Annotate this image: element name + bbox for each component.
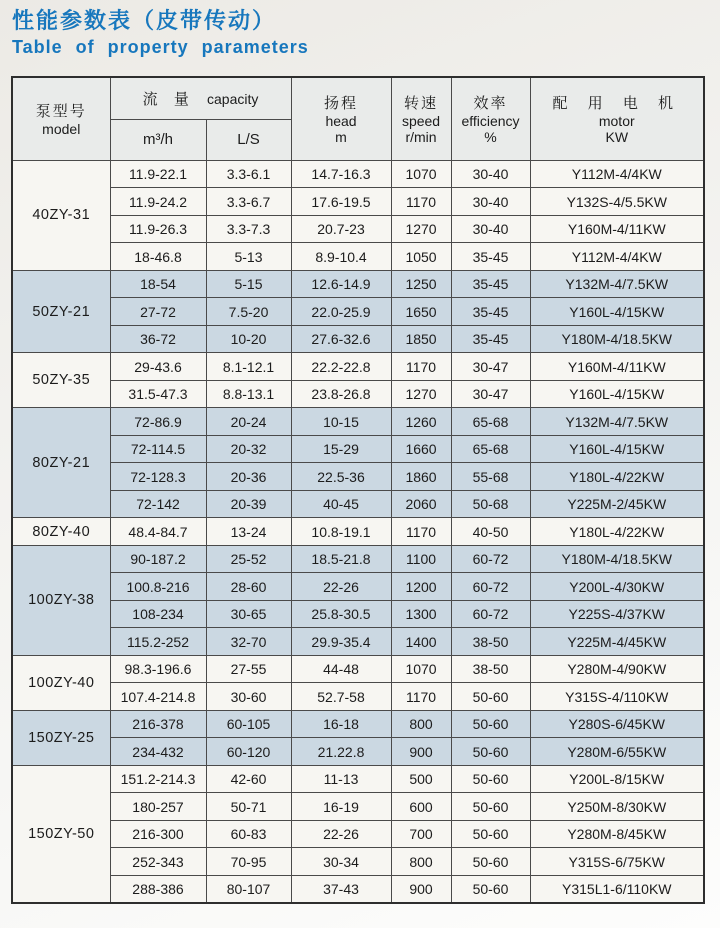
table-row <box>12 655 704 683</box>
head-cell: 11-13 <box>291 765 391 793</box>
capacity-m3h-cell: 11.9-22.1 <box>110 160 206 188</box>
motor-cell: Y225M-4/45KW <box>530 628 704 656</box>
efficiency-cell: 50-68 <box>451 490 530 518</box>
head-cell: 10.8-19.1 <box>291 518 391 546</box>
speed-cell: 1660 <box>391 435 451 463</box>
capacity-ls-cell: 28-60 <box>206 573 291 601</box>
efficiency-cell: 60-72 <box>451 600 530 628</box>
model-cell: 150ZY-25 <box>12 710 110 765</box>
motor-cell: Y180M-4/18.5KW <box>530 325 704 353</box>
capacity-ls-cell: 3.3-6.7 <box>206 188 291 216</box>
table-row <box>12 518 704 546</box>
table-row <box>12 463 704 491</box>
efficiency-cell: 50-60 <box>451 710 530 738</box>
efficiency-cell: 50-60 <box>451 820 530 848</box>
efficiency-cell: 55-68 <box>451 463 530 491</box>
capacity-m3h-cell: 11.9-24.2 <box>110 188 206 216</box>
capacity-m3h-cell: 108-234 <box>110 600 206 628</box>
col-header-motor-zh: 配 用 电 机 <box>552 95 682 113</box>
model-cell: 150ZY-50 <box>12 765 110 903</box>
motor-cell: Y280M-4/90KW <box>530 655 704 683</box>
capacity-ls-cell: 70-95 <box>206 848 291 876</box>
capacity-m3h-cell: 27-72 <box>110 298 206 326</box>
col-header-motor <box>530 77 704 161</box>
col-header-model-zh: 泵型号 <box>35 103 87 121</box>
motor-cell: Y132S-4/5.5KW <box>530 188 704 216</box>
speed-cell: 1270 <box>391 215 451 243</box>
capacity-ls-cell: 50-71 <box>206 793 291 821</box>
col-header-capacity-zh: 流 量 <box>142 90 195 108</box>
head-cell: 22.2-22.8 <box>291 353 391 381</box>
head-cell: 23.8-26.8 <box>291 380 391 408</box>
head-cell: 8.9-10.4 <box>291 243 391 271</box>
speed-cell: 1400 <box>391 628 451 656</box>
capacity-ls-cell: 5-15 <box>206 270 291 298</box>
speed-cell: 1650 <box>391 298 451 326</box>
model-cell: 50ZY-35 <box>12 353 110 408</box>
efficiency-cell: 50-60 <box>451 765 530 793</box>
efficiency-cell: 65-68 <box>451 408 530 436</box>
col-header-efficiency-unit: % <box>484 129 497 146</box>
capacity-m3h-cell: 100.8-216 <box>110 573 206 601</box>
efficiency-cell: 30-40 <box>451 160 530 188</box>
capacity-ls-cell: 80-107 <box>206 875 291 903</box>
model-cell: 80ZY-21 <box>12 408 110 518</box>
col-header-speed-unit: r/min <box>405 129 437 146</box>
col-header-capacity <box>110 77 291 120</box>
table-row <box>12 683 704 711</box>
capacity-m3h-cell: 180-257 <box>110 793 206 821</box>
motor-cell: Y160M-4/11KW <box>530 215 704 243</box>
efficiency-cell: 50-60 <box>451 738 530 766</box>
col-header-speed-zh: 转速 <box>404 95 439 113</box>
speed-cell: 1050 <box>391 243 451 271</box>
col-header-speed <box>391 77 451 161</box>
motor-cell: Y112M-4/4KW <box>530 243 704 271</box>
head-cell: 22.0-25.9 <box>291 298 391 326</box>
head-cell: 22-26 <box>291 820 391 848</box>
efficiency-cell: 35-45 <box>451 298 530 326</box>
motor-cell: Y250M-8/30KW <box>530 793 704 821</box>
capacity-ls-cell: 27-55 <box>206 655 291 683</box>
speed-cell: 900 <box>391 738 451 766</box>
capacity-m3h-cell: 288-386 <box>110 875 206 903</box>
efficiency-cell: 50-60 <box>451 875 530 903</box>
efficiency-cell: 50-60 <box>451 683 530 711</box>
capacity-ls-cell: 20-24 <box>206 408 291 436</box>
speed-cell: 1170 <box>391 353 451 381</box>
head-cell: 44-48 <box>291 655 391 683</box>
page-title-chinese: 性能参数表（皮带传动） <box>12 8 277 33</box>
head-cell: 52.7-58 <box>291 683 391 711</box>
col-header-motor-unit: KW <box>605 129 629 146</box>
head-cell: 16-18 <box>291 710 391 738</box>
motor-cell: Y200L-4/30KW <box>530 573 704 601</box>
capacity-m3h-cell: 72-114.5 <box>110 435 206 463</box>
capacity-m3h-cell: 107.4-214.8 <box>110 683 206 711</box>
capacity-ls-cell: 20-39 <box>206 490 291 518</box>
motor-cell: Y315S-6/75KW <box>530 848 704 876</box>
speed-cell: 500 <box>391 765 451 793</box>
col-header-model <box>12 77 110 161</box>
model-cell: 100ZY-38 <box>12 545 110 655</box>
table-row <box>12 600 704 628</box>
table-row <box>12 160 704 188</box>
capacity-m3h-cell: 90-187.2 <box>110 545 206 573</box>
capacity-m3h-cell: 29-43.6 <box>110 353 206 381</box>
capacity-ls-cell: 60-105 <box>206 710 291 738</box>
capacity-ls-cell: 30-65 <box>206 600 291 628</box>
speed-cell: 1300 <box>391 600 451 628</box>
head-cell: 21.22.8 <box>291 738 391 766</box>
table-row <box>12 435 704 463</box>
capacity-ls-cell: 20-32 <box>206 435 291 463</box>
capacity-ls-cell: 3.3-7.3 <box>206 215 291 243</box>
speed-cell: 1200 <box>391 573 451 601</box>
model-cell: 80ZY-40 <box>12 518 110 546</box>
table-header <box>12 77 704 161</box>
speed-cell: 1270 <box>391 380 451 408</box>
speed-cell: 600 <box>391 793 451 821</box>
efficiency-cell: 35-45 <box>451 325 530 353</box>
title-block <box>0 0 720 60</box>
col-header-capacity-ls: L/S <box>206 119 291 160</box>
col-header-efficiency-en: efficiency <box>461 113 520 130</box>
efficiency-cell: 35-45 <box>451 270 530 298</box>
efficiency-cell: 38-50 <box>451 628 530 656</box>
speed-cell: 800 <box>391 848 451 876</box>
head-cell: 14.7-16.3 <box>291 160 391 188</box>
capacity-m3h-cell: 216-378 <box>110 710 206 738</box>
efficiency-cell: 50-60 <box>451 848 530 876</box>
efficiency-cell: 30-40 <box>451 215 530 243</box>
capacity-ls-cell: 32-70 <box>206 628 291 656</box>
head-cell: 27.6-32.6 <box>291 325 391 353</box>
col-header-capacity-en: capacity <box>207 90 259 107</box>
speed-cell: 1260 <box>391 408 451 436</box>
motor-cell: Y180L-4/22KW <box>530 518 704 546</box>
table-body <box>12 160 704 903</box>
table-row <box>12 490 704 518</box>
efficiency-cell: 60-72 <box>451 573 530 601</box>
head-cell: 40-45 <box>291 490 391 518</box>
capacity-m3h-cell: 115.2-252 <box>110 628 206 656</box>
head-cell: 10-15 <box>291 408 391 436</box>
col-header-capacity-m3h: m³/h <box>110 119 206 160</box>
speed-cell: 800 <box>391 710 451 738</box>
col-header-speed-en: speed <box>401 113 441 130</box>
efficiency-cell: 30-47 <box>451 380 530 408</box>
capacity-m3h-cell: 72-142 <box>110 490 206 518</box>
speed-cell: 1860 <box>391 463 451 491</box>
capacity-m3h-cell: 216-300 <box>110 820 206 848</box>
col-header-head <box>291 77 391 161</box>
head-cell: 30-34 <box>291 848 391 876</box>
head-cell: 22.5-36 <box>291 463 391 491</box>
table-row <box>12 738 704 766</box>
table-row <box>12 710 704 738</box>
table-row <box>12 353 704 381</box>
head-cell: 20.7-23 <box>291 215 391 243</box>
col-header-efficiency-zh: 效率 <box>473 95 508 113</box>
head-cell: 17.6-19.5 <box>291 188 391 216</box>
motor-cell: Y160L-4/15KW <box>530 435 704 463</box>
capacity-m3h-cell: 31.5-47.3 <box>110 380 206 408</box>
model-cell: 100ZY-40 <box>12 655 110 710</box>
capacity-m3h-cell: 36-72 <box>110 325 206 353</box>
table-row <box>12 820 704 848</box>
motor-cell: Y200L-8/15KW <box>530 765 704 793</box>
speed-cell: 1250 <box>391 270 451 298</box>
motor-cell: Y132M-4/7.5KW <box>530 270 704 298</box>
efficiency-cell: 35-45 <box>451 243 530 271</box>
speed-cell: 1170 <box>391 188 451 216</box>
capacity-ls-cell: 8.8-13.1 <box>206 380 291 408</box>
motor-cell: Y132M-4/7.5KW <box>530 408 704 436</box>
efficiency-cell: 30-40 <box>451 188 530 216</box>
head-cell: 22-26 <box>291 573 391 601</box>
efficiency-cell: 38-50 <box>451 655 530 683</box>
col-header-efficiency <box>451 77 530 161</box>
capacity-ls-cell: 25-52 <box>206 545 291 573</box>
table-row <box>12 188 704 216</box>
head-cell: 12.6-14.9 <box>291 270 391 298</box>
efficiency-cell: 40-50 <box>451 518 530 546</box>
speed-cell: 2060 <box>391 490 451 518</box>
col-header-model-en: model <box>42 121 81 138</box>
col-header-motor-en: motor <box>598 113 635 130</box>
capacity-ls-cell: 60-83 <box>206 820 291 848</box>
motor-cell: Y160L-4/15KW <box>530 298 704 326</box>
model-cell: 40ZY-31 <box>12 160 110 270</box>
page-title-english: Table of property parameters <box>12 37 309 58</box>
capacity-m3h-cell: 151.2-214.3 <box>110 765 206 793</box>
capacity-ls-cell: 7.5-20 <box>206 298 291 326</box>
head-cell: 29.9-35.4 <box>291 628 391 656</box>
head-cell: 25.8-30.5 <box>291 600 391 628</box>
table-row <box>12 325 704 353</box>
table-row <box>12 848 704 876</box>
capacity-m3h-cell: 72-128.3 <box>110 463 206 491</box>
speed-cell: 700 <box>391 820 451 848</box>
table-row <box>12 298 704 326</box>
motor-cell: Y112M-4/4KW <box>530 160 704 188</box>
table-row <box>12 628 704 656</box>
capacity-ls-cell: 42-60 <box>206 765 291 793</box>
motor-cell: Y160L-4/15KW <box>530 380 704 408</box>
motor-cell: Y180M-4/18.5KW <box>530 545 704 573</box>
speed-cell: 1070 <box>391 160 451 188</box>
speed-cell: 1070 <box>391 655 451 683</box>
speed-cell: 1100 <box>391 545 451 573</box>
table-row <box>12 243 704 271</box>
capacity-m3h-cell: 11.9-26.3 <box>110 215 206 243</box>
motor-cell: Y280S-6/45KW <box>530 710 704 738</box>
head-cell: 37-43 <box>291 875 391 903</box>
capacity-m3h-cell: 234-432 <box>110 738 206 766</box>
efficiency-cell: 30-47 <box>451 353 530 381</box>
capacity-ls-cell: 13-24 <box>206 518 291 546</box>
motor-cell: Y280M-6/55KW <box>530 738 704 766</box>
table-row <box>12 545 704 573</box>
speed-cell: 900 <box>391 875 451 903</box>
col-header-head-en: head <box>325 113 357 130</box>
col-header-head-unit: m <box>335 129 347 146</box>
capacity-m3h-cell: 72-86.9 <box>110 408 206 436</box>
motor-cell: Y280M-8/45KW <box>530 820 704 848</box>
speed-cell: 1850 <box>391 325 451 353</box>
table-row <box>12 215 704 243</box>
motor-cell: Y180L-4/22KW <box>530 463 704 491</box>
capacity-m3h-cell: 98.3-196.6 <box>110 655 206 683</box>
capacity-m3h-cell: 252-343 <box>110 848 206 876</box>
model-cell: 50ZY-21 <box>12 270 110 353</box>
speed-cell: 1170 <box>391 518 451 546</box>
col-header-head-zh: 扬程 <box>324 95 359 113</box>
table-row <box>12 270 704 298</box>
capacity-ls-cell: 10-20 <box>206 325 291 353</box>
capacity-ls-cell: 8.1-12.1 <box>206 353 291 381</box>
table-row <box>12 573 704 601</box>
table-row <box>12 875 704 903</box>
head-cell: 15-29 <box>291 435 391 463</box>
table-row <box>12 793 704 821</box>
table-row <box>12 408 704 436</box>
capacity-ls-cell: 60-120 <box>206 738 291 766</box>
capacity-m3h-cell: 18-54 <box>110 270 206 298</box>
capacity-ls-cell: 20-36 <box>206 463 291 491</box>
efficiency-cell: 60-72 <box>451 545 530 573</box>
motor-cell: Y160M-4/11KW <box>530 353 704 381</box>
head-cell: 18.5-21.8 <box>291 545 391 573</box>
capacity-ls-cell: 30-60 <box>206 683 291 711</box>
motor-cell: Y225S-4/37KW <box>530 600 704 628</box>
efficiency-cell: 50-60 <box>451 793 530 821</box>
motor-cell: Y225M-2/45KW <box>530 490 704 518</box>
capacity-ls-cell: 3.3-6.1 <box>206 160 291 188</box>
motor-cell: Y315L1-6/110KW <box>530 875 704 903</box>
table-row <box>12 380 704 408</box>
efficiency-cell: 65-68 <box>451 435 530 463</box>
head-cell: 16-19 <box>291 793 391 821</box>
motor-cell: Y315S-4/110KW <box>530 683 704 711</box>
table-row <box>12 765 704 793</box>
speed-cell: 1170 <box>391 683 451 711</box>
capacity-m3h-cell: 48.4-84.7 <box>110 518 206 546</box>
capacity-m3h-cell: 18-46.8 <box>110 243 206 271</box>
capacity-ls-cell: 5-13 <box>206 243 291 271</box>
parameters-table <box>11 76 705 905</box>
